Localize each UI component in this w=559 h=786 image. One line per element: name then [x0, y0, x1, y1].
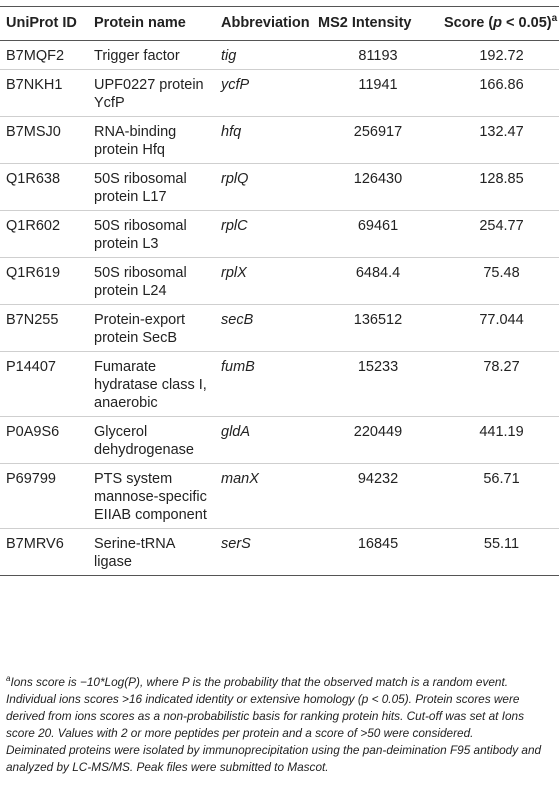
cell-abbreviation: serS — [215, 529, 312, 576]
cell-uniprot-id: P0A9S6 — [0, 417, 88, 464]
cell-protein-name: Glycerol dehydrogenase — [88, 417, 215, 464]
cell-uniprot-id: B7MQF2 — [0, 41, 88, 70]
cell-uniprot-id: P14407 — [0, 352, 88, 417]
table-row — [0, 164, 559, 211]
cell-score: 166.86 — [438, 70, 559, 117]
cell-score: 128.85 — [438, 164, 559, 211]
cell-ms2-intensity: 220449 — [312, 417, 438, 464]
cell-score: 78.27 — [438, 352, 559, 417]
cell-abbreviation: fumB — [215, 352, 312, 417]
header-abbreviation: Abbreviation — [215, 7, 312, 41]
table-row — [0, 352, 559, 417]
cell-ms2-intensity: 81193 — [312, 41, 438, 70]
cell-score: 132.47 — [438, 117, 559, 164]
table-row — [0, 211, 559, 258]
cell-abbreviation: hfq — [215, 117, 312, 164]
footnote-a — [6, 674, 554, 742]
cell-abbreviation: secB — [215, 305, 312, 352]
cell-score: 56.71 — [438, 464, 559, 529]
header-protein-name: Protein name — [88, 7, 215, 41]
cell-abbreviation: rplQ — [215, 164, 312, 211]
header-uniprot-id: UniProt ID — [0, 7, 88, 41]
header-score-suffix: < 0.05) — [502, 15, 552, 31]
cell-ms2-intensity: 256917 — [312, 117, 438, 164]
table-row — [0, 117, 559, 164]
cell-ms2-intensity: 126430 — [312, 164, 438, 211]
cell-score: 55.11 — [438, 529, 559, 576]
header-row — [0, 7, 559, 41]
cell-protein-name: Serine-tRNA ligase — [88, 529, 215, 576]
cell-protein-name: Fumarate hydratase class I, anaerobic — [88, 352, 215, 417]
table-body — [0, 41, 559, 576]
table-row — [0, 417, 559, 464]
cell-protein-name: 50S ribosomal protein L24 — [88, 258, 215, 305]
cell-score: 77.044 — [438, 305, 559, 352]
cell-abbreviation: rplX — [215, 258, 312, 305]
header-score — [438, 7, 559, 41]
cell-abbreviation: manX — [215, 464, 312, 529]
cell-protein-name: UPF0227 protein YcfP — [88, 70, 215, 117]
header-score-p: p — [493, 15, 503, 31]
cell-uniprot-id: B7MSJ0 — [0, 117, 88, 164]
cell-ms2-intensity: 15233 — [312, 352, 438, 417]
cell-score: 441.19 — [438, 417, 559, 464]
cell-protein-name: RNA-binding protein Hfq — [88, 117, 215, 164]
cell-protein-name: Protein-export protein SecB — [88, 305, 215, 352]
cell-uniprot-id: B7N255 — [0, 305, 88, 352]
cell-ms2-intensity: 136512 — [312, 305, 438, 352]
cell-ms2-intensity: 6484.4 — [312, 258, 438, 305]
cell-score: 254.77 — [438, 211, 559, 258]
cell-uniprot-id: Q1R638 — [0, 164, 88, 211]
cell-abbreviation: gldA — [215, 417, 312, 464]
cell-protein-name: 50S ribosomal protein L3 — [88, 211, 215, 258]
cell-protein-name: PTS system mannose-specific EIIAB component — [88, 464, 215, 529]
header-score-footnote-marker: a — [551, 13, 558, 25]
table-header — [0, 7, 559, 41]
cell-ms2-intensity: 11941 — [312, 70, 438, 117]
header-ms2-intensity: MS2 Intensity — [312, 7, 438, 41]
cell-abbreviation: rplC — [215, 211, 312, 258]
cell-ms2-intensity: 94232 — [312, 464, 438, 529]
table-row — [0, 305, 559, 352]
header-score-prefix: Score ( — [444, 15, 494, 31]
cell-abbreviation: tig — [215, 41, 312, 70]
footnote-a-marker: a — [6, 674, 11, 684]
cell-score: 192.72 — [438, 41, 559, 70]
protein-table — [0, 6, 559, 576]
table-row — [0, 70, 559, 117]
footnote-b: Deiminated proteins were isolated by immunoprecipitation using the pan-deimination F95 antibody and analyzed by LC-MS/MS. Peak files were submitted to Mascot. — [6, 743, 542, 774]
cell-uniprot-id: Q1R619 — [0, 258, 88, 305]
cell-uniprot-id: Q1R602 — [0, 211, 88, 258]
table-row — [0, 464, 559, 529]
table-footnotes — [6, 674, 554, 776]
cell-ms2-intensity: 16845 — [312, 529, 438, 576]
cell-protein-name: Trigger factor — [88, 41, 215, 70]
table-row — [0, 529, 559, 576]
table-row — [0, 41, 559, 70]
cell-uniprot-id: P69799 — [0, 464, 88, 529]
cell-ms2-intensity: 69461 — [312, 211, 438, 258]
table-row — [0, 258, 559, 305]
cell-uniprot-id: B7NKH1 — [0, 70, 88, 117]
cell-protein-name: 50S ribosomal protein L17 — [88, 164, 215, 211]
footnote-a-text: Ions score is −10*Log(P), where P is the probability that the observed match is a random event. Individual ions scores >16 indicated identity or extensive homology (p < 0.05). Protein scores were derived from ions scores as a non-probabilistic basis for ranking protein hits. Cut-off was set at Ions score 20. Values with 2 or more peptides per protein and a score of >50 were considered. — [6, 675, 524, 740]
cell-uniprot-id: B7MRV6 — [0, 529, 88, 576]
cell-score: 75.48 — [438, 258, 559, 305]
cell-abbreviation: ycfP — [215, 70, 312, 117]
